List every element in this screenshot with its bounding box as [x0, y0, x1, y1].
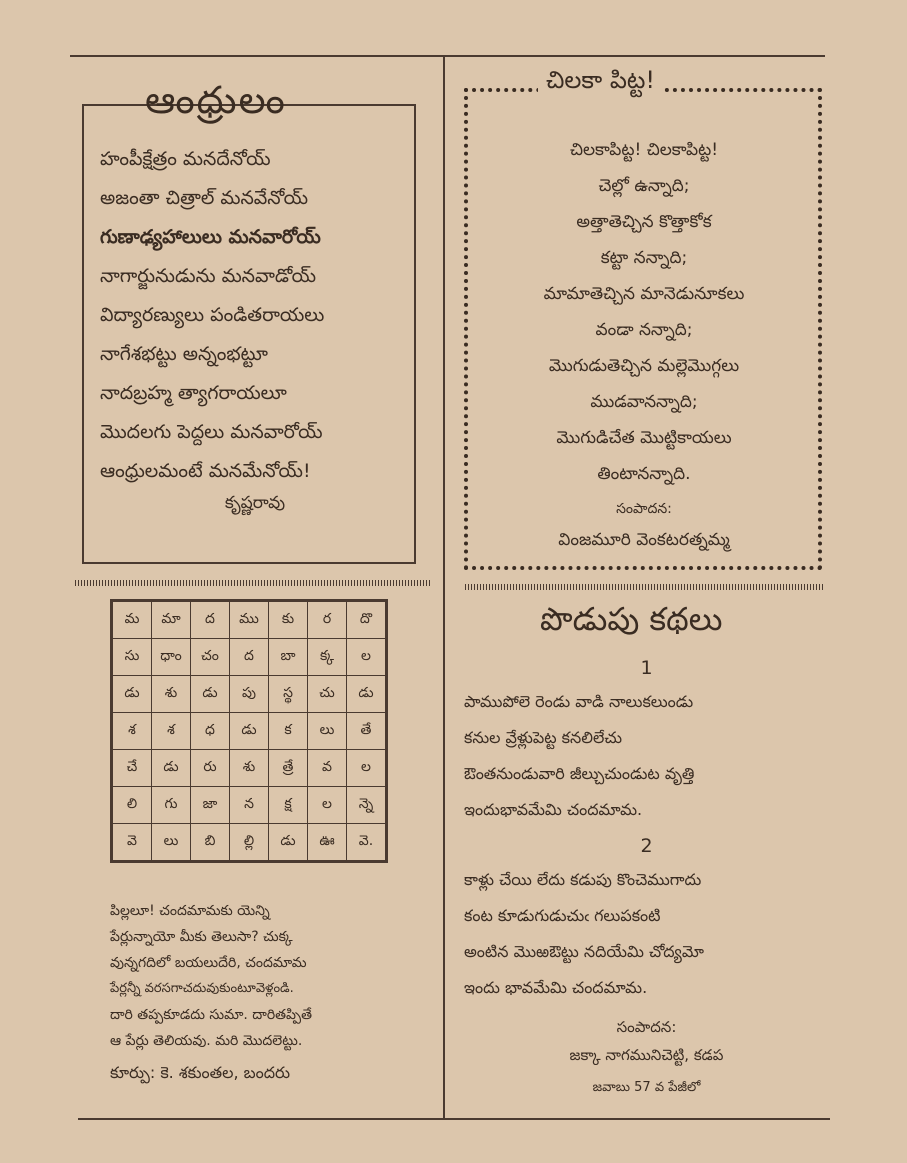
- answer-page-note: జవాబు 57 వ పేజీలో: [592, 1080, 701, 1095]
- poem-line: వండా నన్నాది;: [595, 320, 693, 340]
- poem-line: ఆంధ్రులమంటే మనమేనోయ్!: [100, 460, 311, 482]
- poem-line: మామాతెచ్చిన మానెడునూకలు: [543, 284, 745, 304]
- title-rule-left: [84, 104, 142, 106]
- left-hatched-divider: [75, 580, 430, 586]
- riddle-2: [464, 830, 829, 1006]
- riddle-line: ఇందుభావమేమి చందమామ.: [464, 800, 643, 819]
- grid-cell: స్థ: [269, 676, 308, 713]
- grid-cell: డు: [152, 750, 191, 787]
- grid-cell: తే: [347, 713, 387, 750]
- poem-line: చిలకాపిట్ట! చిలకాపిట్ట!: [569, 140, 719, 160]
- riddle-line: కనుల వ్రేళ్లుపెట్ట కనలిలేచు: [464, 728, 623, 747]
- grid-cell: క్ష: [269, 787, 308, 824]
- poem-line: హంపీక్షేత్రం మనదేనోయ్: [100, 148, 271, 170]
- center-column-rule: [443, 56, 445, 1118]
- chilaka-pitta-poem: [476, 132, 812, 558]
- puzzle-credit: కూర్పు: కె. శకుంతల, బందరు: [110, 1063, 291, 1082]
- grid-cell: ధ: [191, 713, 230, 750]
- grid-cell: శు: [230, 750, 269, 787]
- poem-line: కట్టా నన్నాది;: [600, 248, 688, 268]
- grid-cell: చు: [308, 676, 347, 713]
- grid-cell: వె.: [347, 824, 387, 862]
- grid-cell: డు: [347, 676, 387, 713]
- editor-label: సంపాదన:: [616, 501, 672, 517]
- grid-row: [112, 676, 387, 713]
- poem-line: నాగేశభట్టు అన్నంభట్టూ: [100, 343, 268, 365]
- andhrulam-poem: [100, 140, 410, 517]
- grid-row: [112, 787, 387, 824]
- grid-cell: ల: [347, 750, 387, 787]
- grid-cell: డు: [112, 676, 152, 713]
- puzzle-text-line: పేర్లన్నీ వరసగాచదువుకుంటూవెళ్లండి.: [110, 981, 294, 996]
- poem-line: తింటానన్నాది.: [597, 464, 691, 484]
- grid-cell: బి: [191, 824, 230, 862]
- right-hatched-divider: [465, 584, 825, 590]
- andhrulam-title: ఆంధ్రులం: [145, 78, 287, 122]
- grid-cell: ల: [347, 639, 387, 676]
- grid-cell: బా: [269, 639, 308, 676]
- riddle-line: పాముపోలె రెండు వాడి నాలుకలుండు: [464, 692, 694, 711]
- chilaka-pitta-title: చిలకా పిట్ట!: [538, 66, 663, 100]
- grid-row: [112, 713, 387, 750]
- grid-cell: సు: [112, 639, 152, 676]
- grid-cell: ల్లి: [230, 824, 269, 862]
- title-rule-right: [356, 104, 416, 106]
- poem-line: నాగార్జునుడును మనవాడోయ్: [100, 265, 317, 287]
- grid-cell: ధాం: [152, 639, 191, 676]
- poem-author: కృష్ణరావు: [224, 493, 286, 513]
- puzzle-text-line: ఆ పేర్లు తెలియవు. మరి మొదలెట్టు.: [110, 1033, 303, 1049]
- grid-cell: లి: [112, 787, 152, 824]
- grid-cell: మా: [152, 601, 191, 639]
- grid-cell: ద: [230, 639, 269, 676]
- riddle-line: అంటిన మొఱఔట్టు నదియేమి చోద్యమో: [464, 942, 704, 961]
- grid-row: [112, 639, 387, 676]
- grid-cell: న్నె: [347, 787, 387, 824]
- puzzle-text-line: పేర్లున్నాయో మీకు తెలుసా? చుక్క: [110, 929, 293, 945]
- riddle-line: ఔంతనుండువారి జీల్చుచుండుట వృత్తి: [464, 764, 695, 783]
- grid-cell: క్క: [308, 639, 347, 676]
- puzzle-text-line: పిల్లలూ! చందమామకు యెన్ని: [110, 903, 270, 919]
- grid-row: [112, 824, 387, 862]
- grid-cell: లు: [308, 713, 347, 750]
- grid-cell: డు: [230, 713, 269, 750]
- top-rule: [70, 55, 825, 57]
- grid-cell: త్రే: [269, 750, 308, 787]
- poem-line: నాదబ్రహ్మ త్యాగరాయలూ: [100, 382, 287, 404]
- grid-cell: డు: [191, 676, 230, 713]
- grid-cell: క: [269, 713, 308, 750]
- riddles-editor-label: సంపాదన:: [616, 1018, 677, 1036]
- grid-cell: రు: [191, 750, 230, 787]
- grid-cell: జా: [191, 787, 230, 824]
- poem-line: గుణాఢ్యహాలులు మనవారోయ్: [100, 226, 321, 248]
- riddles-title: పొడుపు కథలు: [540, 600, 723, 638]
- riddle-line: కంట కూడుగుడుచుఁ గలుపకంటి: [464, 906, 661, 925]
- riddle-number: 1: [640, 657, 653, 679]
- puzzle-text-line: వున్నగదిలో బయలుదేరి, చందమామ: [110, 955, 307, 971]
- grid-cell: శ: [112, 713, 152, 750]
- grid-cell: మ: [112, 601, 152, 639]
- grid-cell: కు: [269, 601, 308, 639]
- poem-line: మొగుడిచేత మొట్టికాయలు: [556, 428, 732, 448]
- grid-cell: దొ: [347, 601, 387, 639]
- grid-cell: శ: [152, 713, 191, 750]
- grid-cell: ద: [191, 601, 230, 639]
- riddle-number: 2: [640, 835, 653, 857]
- puzzle-instructions: [110, 898, 410, 1086]
- grid-cell: శు: [152, 676, 191, 713]
- puzzle-text-line: దారి తప్పకూడదు సుమా. దారితప్పితే: [110, 1007, 312, 1023]
- riddle-line: ఇందు భావమేమి చందమామ.: [464, 978, 648, 997]
- poem-line: విద్యారణ్యులు పండితరాయలు: [100, 304, 325, 326]
- poem-line: చెల్లో ఉన్నాది;: [598, 176, 690, 196]
- riddles-editor: జక్కా నాగమునిచెట్టి, కడప: [569, 1046, 724, 1064]
- poem-line: అత్తాతెచ్చిన కొత్తాకోక: [576, 212, 712, 232]
- poem-line: మొగుడుతెచ్చిన మల్లెమొగ్గలు: [548, 356, 740, 376]
- grid-cell: న: [230, 787, 269, 824]
- poem-editor: వింజమూరి వెంకటరత్నమ్మ: [558, 530, 730, 550]
- grid-cell: వె: [112, 824, 152, 862]
- grid-cell: గు: [152, 787, 191, 824]
- riddle-1: [464, 652, 829, 828]
- grid-cell: ర: [308, 601, 347, 639]
- poem-line: అజంతా చిత్రాల్ మనవేనోయ్: [100, 187, 309, 209]
- grid-cell: ము: [230, 601, 269, 639]
- poem-line: ముడవానన్నాది;: [590, 392, 698, 412]
- grid-cell: చం: [191, 639, 230, 676]
- grid-cell: ఊ: [308, 824, 347, 862]
- poem-line: మొదలగు పెద్దలు మనవారోయ్: [100, 421, 323, 443]
- bottom-rule: [78, 1118, 830, 1120]
- grid-cell: డు: [269, 824, 308, 862]
- grid-cell: చే: [112, 750, 152, 787]
- riddle-line: కాళ్లు చేయి లేదు కడుపు కొంచెముగాదు: [464, 870, 702, 889]
- grid-cell: ల: [308, 787, 347, 824]
- grid-row: [112, 601, 387, 639]
- moon-names-puzzle-grid: [110, 599, 388, 863]
- grid-cell: వ: [308, 750, 347, 787]
- grid-cell: పు: [230, 676, 269, 713]
- grid-row: [112, 750, 387, 787]
- grid-cell: లు: [152, 824, 191, 862]
